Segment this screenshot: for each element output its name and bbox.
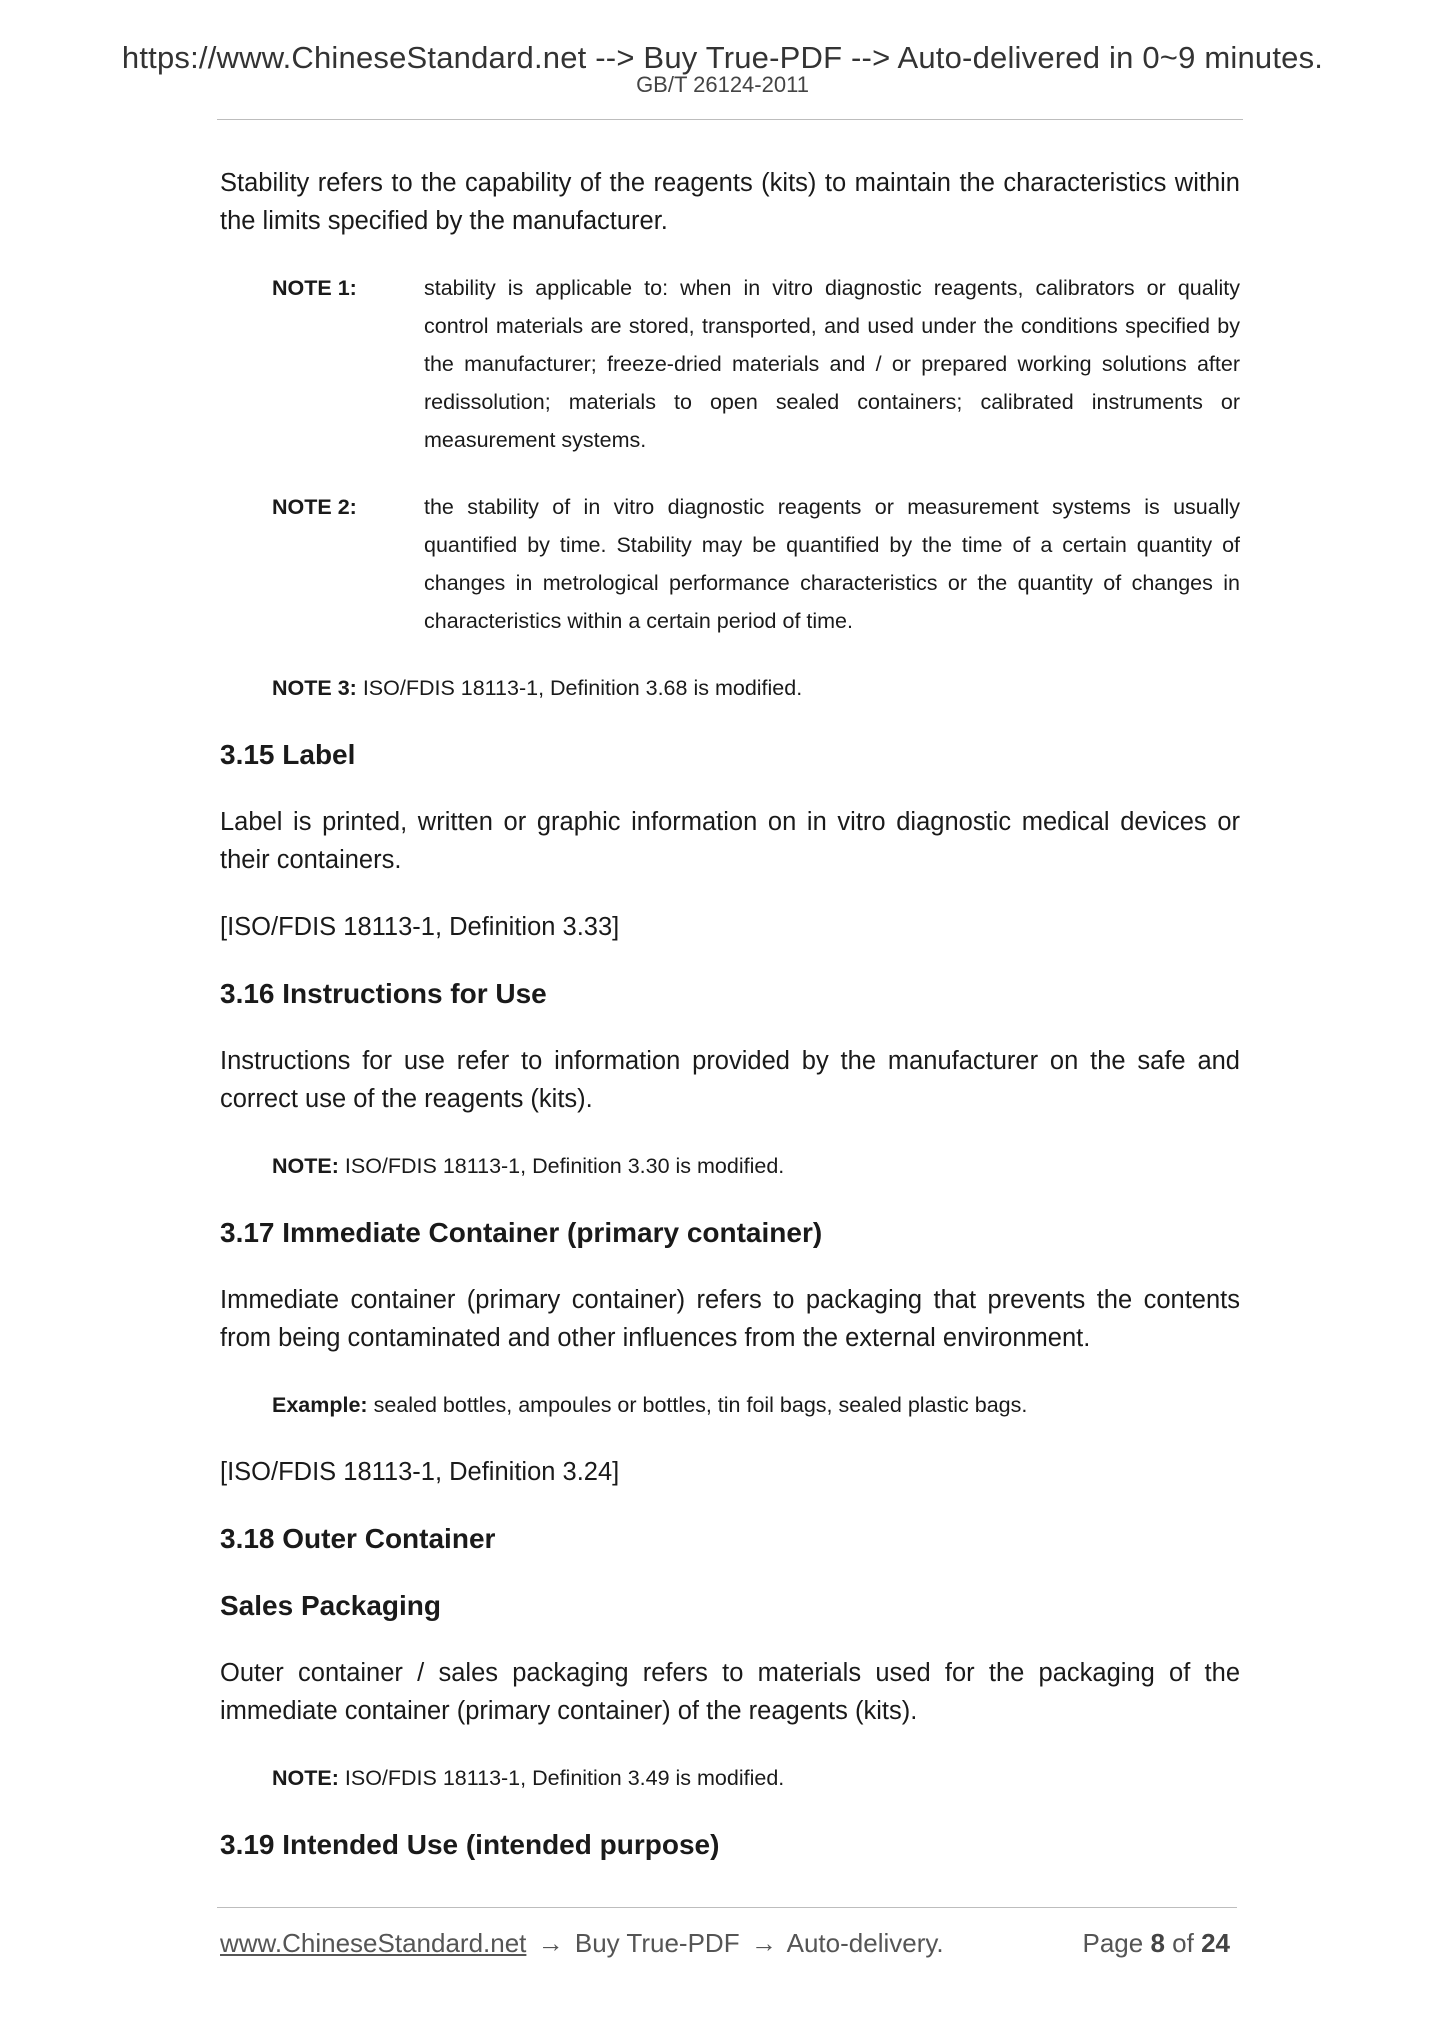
- footer-buy-text: Buy True-PDF: [574, 1928, 740, 1958]
- label-definition: Label is printed, written or graphic information on in vitro diagnostic medical devices or their containers.: [220, 808, 1240, 874]
- page-number: 8: [1150, 1928, 1165, 1958]
- immediate-container-reference: [ISO/FDIS 18113-1, Definition 3.24]: [220, 1458, 620, 1486]
- note-1-text: stability is applicable to: when in vitro diagnostic reagents, calibrators or quality control materials are stored, transported, and used under the conditions specified by the manufacturer; freeze-dried materials and / or prepared working solutions after redissolution; materials to open sealed containers; calibrated instruments or measurement systems.: [424, 276, 1240, 452]
- outer-container-note-text: ISO/FDIS 18113-1, Definition 3.49 is modified.: [344, 1766, 785, 1790]
- footer-site-link[interactable]: www.ChineseStandard.net: [220, 1928, 527, 1958]
- ifu-definition: Instructions for use refer to information provided by the manufacturer on the safe and correct use of the reagents (kits).: [220, 1047, 1240, 1113]
- ifu-note-text: ISO/FDIS 18113-1, Definition 3.30 is modified.: [344, 1154, 785, 1178]
- standard-code: GB/T 26124-2011: [636, 72, 809, 97]
- stability-definition: Stability refers to the capability of the reagents (kits) to maintain the characteristics within the limits specified by the manufacturer.: [220, 169, 1240, 235]
- section-heading-3-17: 3.17 Immediate Container (primary container): [220, 1217, 823, 1248]
- note-2-label: NOTE 2:: [272, 495, 357, 519]
- example-label: Example:: [272, 1393, 368, 1417]
- header-divider: [217, 119, 1243, 120]
- note-3: [272, 669, 1240, 707]
- immediate-container-definition: Immediate container (primary container) refers to packaging that prevents the contents from being contaminated and other influences from the external environment.: [220, 1286, 1240, 1352]
- ifu-note-label: NOTE:: [272, 1154, 339, 1178]
- top-banner[interactable]: https://www.ChineseStandard.net --> Buy True-PDF --> Auto-delivered in 0~9 minutes.: [121, 40, 1324, 75]
- arrow-right-icon: →: [537, 1928, 564, 1958]
- arrow-right-icon: →: [750, 1928, 777, 1958]
- page-indicator: [1082, 1928, 1230, 1959]
- note-1: [272, 269, 1240, 459]
- outer-container-definition: Outer container / sales packaging refers to materials used for the packaging of the immediate container (primary container) of the reagents (kits).: [220, 1659, 1240, 1725]
- section-heading-3-18: 3.18 Outer Container: [220, 1523, 496, 1554]
- document-body: [220, 164, 1240, 1893]
- outer-container-note: [272, 1759, 1240, 1797]
- footer-auto-text: Auto-delivery.: [786, 1928, 944, 1958]
- page-total: 24: [1201, 1928, 1230, 1958]
- ifu-note: [272, 1147, 1240, 1185]
- section-heading-3-16: 3.16 Instructions for Use: [220, 978, 547, 1009]
- note-3-label: NOTE 3:: [272, 676, 357, 700]
- section-subheading-sales-packaging: Sales Packaging: [220, 1590, 442, 1621]
- note-2: [272, 488, 1240, 640]
- section-heading-3-19: 3.19 Intended Use (intended purpose): [220, 1829, 720, 1860]
- of-word: of: [1172, 1928, 1194, 1958]
- immediate-container-example: [272, 1386, 1240, 1424]
- note-1-label: NOTE 1:: [272, 276, 357, 300]
- page-word: Page: [1082, 1928, 1144, 1958]
- footer-left: [220, 1928, 944, 1959]
- label-reference: [ISO/FDIS 18113-1, Definition 3.33]: [220, 913, 620, 941]
- note-3-text: ISO/FDIS 18113-1, Definition 3.68 is modified.: [362, 676, 803, 700]
- outer-container-note-label: NOTE:: [272, 1766, 339, 1790]
- example-text: sealed bottles, ampoules or bottles, tin foil bags, sealed plastic bags.: [373, 1393, 1028, 1417]
- footer-divider: [217, 1907, 1237, 1908]
- note-2-text: the stability of in vitro diagnostic reagents or measurement systems is usually quantified by time. Stability may be quantified by the time of a certain quantity of changes in metrological performance characteristics or the quantity of changes in characteristics within a certain period of time.: [424, 495, 1240, 633]
- section-heading-3-15: 3.15 Label: [220, 739, 356, 770]
